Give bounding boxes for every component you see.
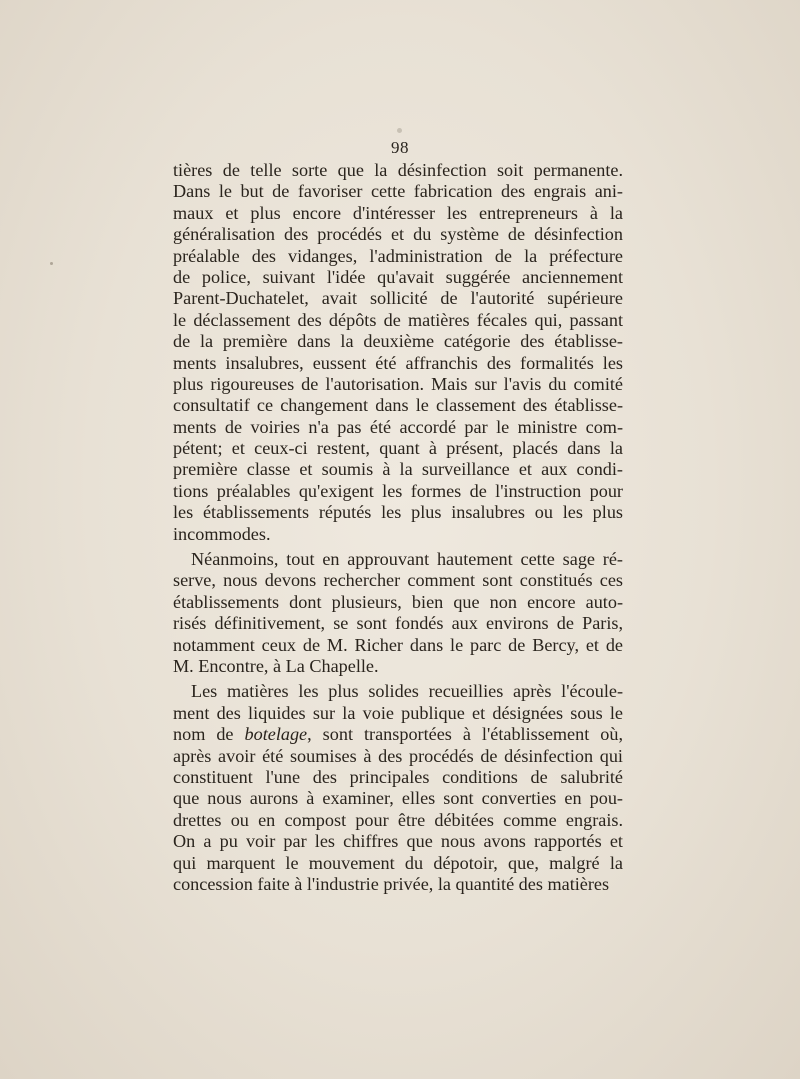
text-line: incommodes. xyxy=(173,523,271,544)
paragraph-2 xyxy=(173,549,623,677)
text-line: constituent l'une des principales conditions de salubrité xyxy=(173,766,623,787)
text-line: établissements dont plusieurs, bien que non encore auto- xyxy=(173,591,623,612)
paper-speck xyxy=(50,262,53,265)
text-line: plus rigoureuses de l'autorisation. Mais sur l'avis du comité xyxy=(173,373,623,394)
text-line: qui marquent le mouvement du dépotoir, que, malgré la xyxy=(173,852,623,873)
text-line: Parent-Duchatelet, avait sollicité de l'autorité supérieure xyxy=(173,288,623,309)
paper-speck xyxy=(397,128,402,133)
text-line: nom de botelage, sont transportées à l'établissement où, xyxy=(173,724,623,745)
text-line: ment des liquides sur la voie publique et désignées sous le xyxy=(173,702,623,723)
text-line: généralisation des procédés et du système de désinfection xyxy=(173,224,623,245)
text-line: les établissements réputés les plus insalubres ou les plus xyxy=(173,502,623,523)
text-line: après avoir été soumises à des procédés de désinfection qui xyxy=(173,745,623,766)
body-text xyxy=(173,160,623,895)
text-line: tières de telle sorte que la désinfection soit permanente. xyxy=(173,160,623,180)
text-line: ments insalubres, eussent été affranchis des formalités les xyxy=(173,352,623,373)
text-line: concession faite à l'industrie privée, la quantité des matières xyxy=(173,873,610,894)
text-line: Les matières les plus solides recueillies après l'écoule- xyxy=(191,681,623,702)
text-line: préalable des vidanges, l'administration de la préfecture xyxy=(173,245,623,266)
text-line: notamment ceux de M. Richer dans le parc de Bercy, et de xyxy=(173,634,623,655)
text-line: de police, suivant l'idée qu'avait suggérée anciennement xyxy=(173,266,623,287)
text-line: maux et plus encore d'intéresser les entrepreneurs à la xyxy=(173,202,623,223)
text-line: Dans le but de favoriser cette fabrication des engrais ani- xyxy=(173,181,623,202)
text-line: serve, nous devons rechercher comment sont constitués ces xyxy=(173,570,623,591)
text-line: drettes ou en compost pour être débitées comme engrais. xyxy=(173,809,623,830)
page-number: 98 xyxy=(391,138,409,157)
text-line: de la première dans la deuxième catégorie des établisse- xyxy=(173,331,623,352)
text-line: que nous aurons à examiner, elles sont converties en pou- xyxy=(173,788,623,809)
text-line: le déclassement des dépôts de matières fécales qui, passant xyxy=(173,309,623,330)
paragraph-3 xyxy=(173,681,623,895)
text-line: On a pu voir par les chiffres que nous avons rapportés et xyxy=(173,831,623,852)
text-line: pétent; et ceux-ci restent, quant à présent, placés dans la xyxy=(173,438,623,459)
paragraph-1 xyxy=(173,160,623,545)
text-line: première classe et soumis à la surveillance et aux condi- xyxy=(173,459,623,480)
text-line: ments de voiries n'a pas été accordé par le ministre com- xyxy=(173,416,623,437)
text-line: tions préalables qu'exigent les formes de l'instruction pour xyxy=(173,480,623,501)
text-line: risés définitivement, se sont fondés aux environs de Paris, xyxy=(173,613,623,634)
text-line: Néanmoins, tout en approuvant hautement cette sage ré- xyxy=(191,549,623,570)
text-line: consultatif ce changement dans le classement des établisse- xyxy=(173,395,623,416)
text-line: M. Encontre, à La Chapelle. xyxy=(173,655,379,676)
